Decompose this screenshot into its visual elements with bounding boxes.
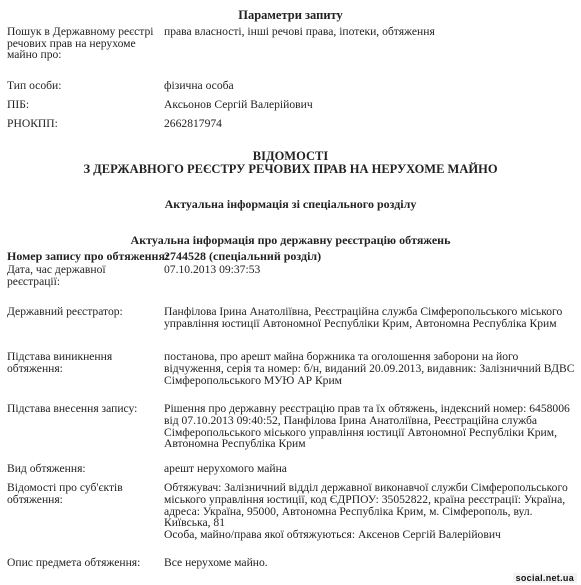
site-watermark: social.net.ua — [513, 573, 577, 583]
report-title-line2: З ДЕРЖАВНОГО РЕЄСТРУ РЕЧОВИХ ПРАВ НА НЕРУХОМЕ МАЙНО — [83, 162, 498, 176]
query-title: Параметри запиту — [238, 8, 343, 22]
record-value-object: Все нерухоме майно. — [164, 556, 268, 569]
record-label-subjects: Відомості про суб'єктів обтяження: — [7, 481, 123, 506]
record-value-subjects: Обтяжувач: Залізничний відділ державної виконавчої служби Сімферопольського міського управління юстиції, код ЄДРПОУ: 35052822, країна реєстрації: Україна, адреса: Україна, 95000, Автономна Республіка Крим, м. Сімферополь, вул. Київська, 81 Особа, майно/права якої обтяжуються: Аксенов Сергій Валерійович — [164, 481, 568, 542]
record-label-object: Опис предмета обтяження: — [7, 556, 141, 569]
query-value-name: Аксьонов Сергій Валерійович — [164, 98, 313, 111]
record-label-registrar: Державний реєстратор: — [7, 305, 123, 318]
query-value-tax-id: 2662817974 — [164, 117, 222, 130]
report-title-line1: ВІДОМОСТІ — [252, 149, 329, 163]
record-label-encumbrance-type: Вид обтяження: — [7, 462, 86, 475]
query-label-search: Пошук в Державному реєстрі речових прав на нерухоме майно про: — [7, 25, 154, 61]
query-value-search: права власності, інші речові права, іпотеки, обтяження — [164, 25, 435, 38]
query-label-tax-id: РНОКПП: — [7, 117, 58, 130]
section-title: Актуальна інформація зі спеціального розділу — [164, 197, 417, 211]
record-number-value: 2744528 (спеціальний розділ) — [164, 249, 322, 263]
record-label-basis-entry: Підстава внесення запису: — [7, 402, 138, 415]
query-label-person-type: Тип особи: — [7, 79, 62, 92]
record-value-basis-entry: Рішення про державну реєстрацію прав та їх обтяжень, індексний номер: 6458006 від 07.10.2013 09:40:52, Панфілова Ірина Анатоліївна, Реєстраційна служба Сімферопольського міського управління юстиції Автономної Республіки Крим, Автономна Республіка Крим — [164, 402, 570, 451]
record-number-label: Номер запису про обтяження: — [7, 249, 169, 263]
record-label-date: Дата, час державної реєстрації: — [7, 263, 106, 288]
query-label-name: ПІБ: — [7, 98, 30, 111]
query-value-person-type: фізична особа — [164, 79, 234, 92]
subsection-title: Актуальна інформація про державну реєстрацію обтяжень — [130, 233, 451, 247]
record-value-registrar: Панфілова Ірина Анатоліївна, Реєстраційна служба Сімферопольського міського управління юстиції Автономної Республіки Крим, Автономна Республіка Крим — [164, 305, 563, 330]
record-label-basis-origin: Підстава виникнення обтяження: — [7, 350, 113, 375]
record-value-basis-origin: постанова, про арешт майна боржника та оголошення заборони на його відчуження, серія та номер: б/н, виданий 20.09.2013, видавник: Залізничний ВДВС Сімферопольського МУЮ АР Крим — [164, 350, 575, 387]
record-value-encumbrance-type: арешт нерухомого майна — [164, 462, 287, 475]
record-value-date: 07.10.2013 09:37:53 — [164, 263, 261, 276]
